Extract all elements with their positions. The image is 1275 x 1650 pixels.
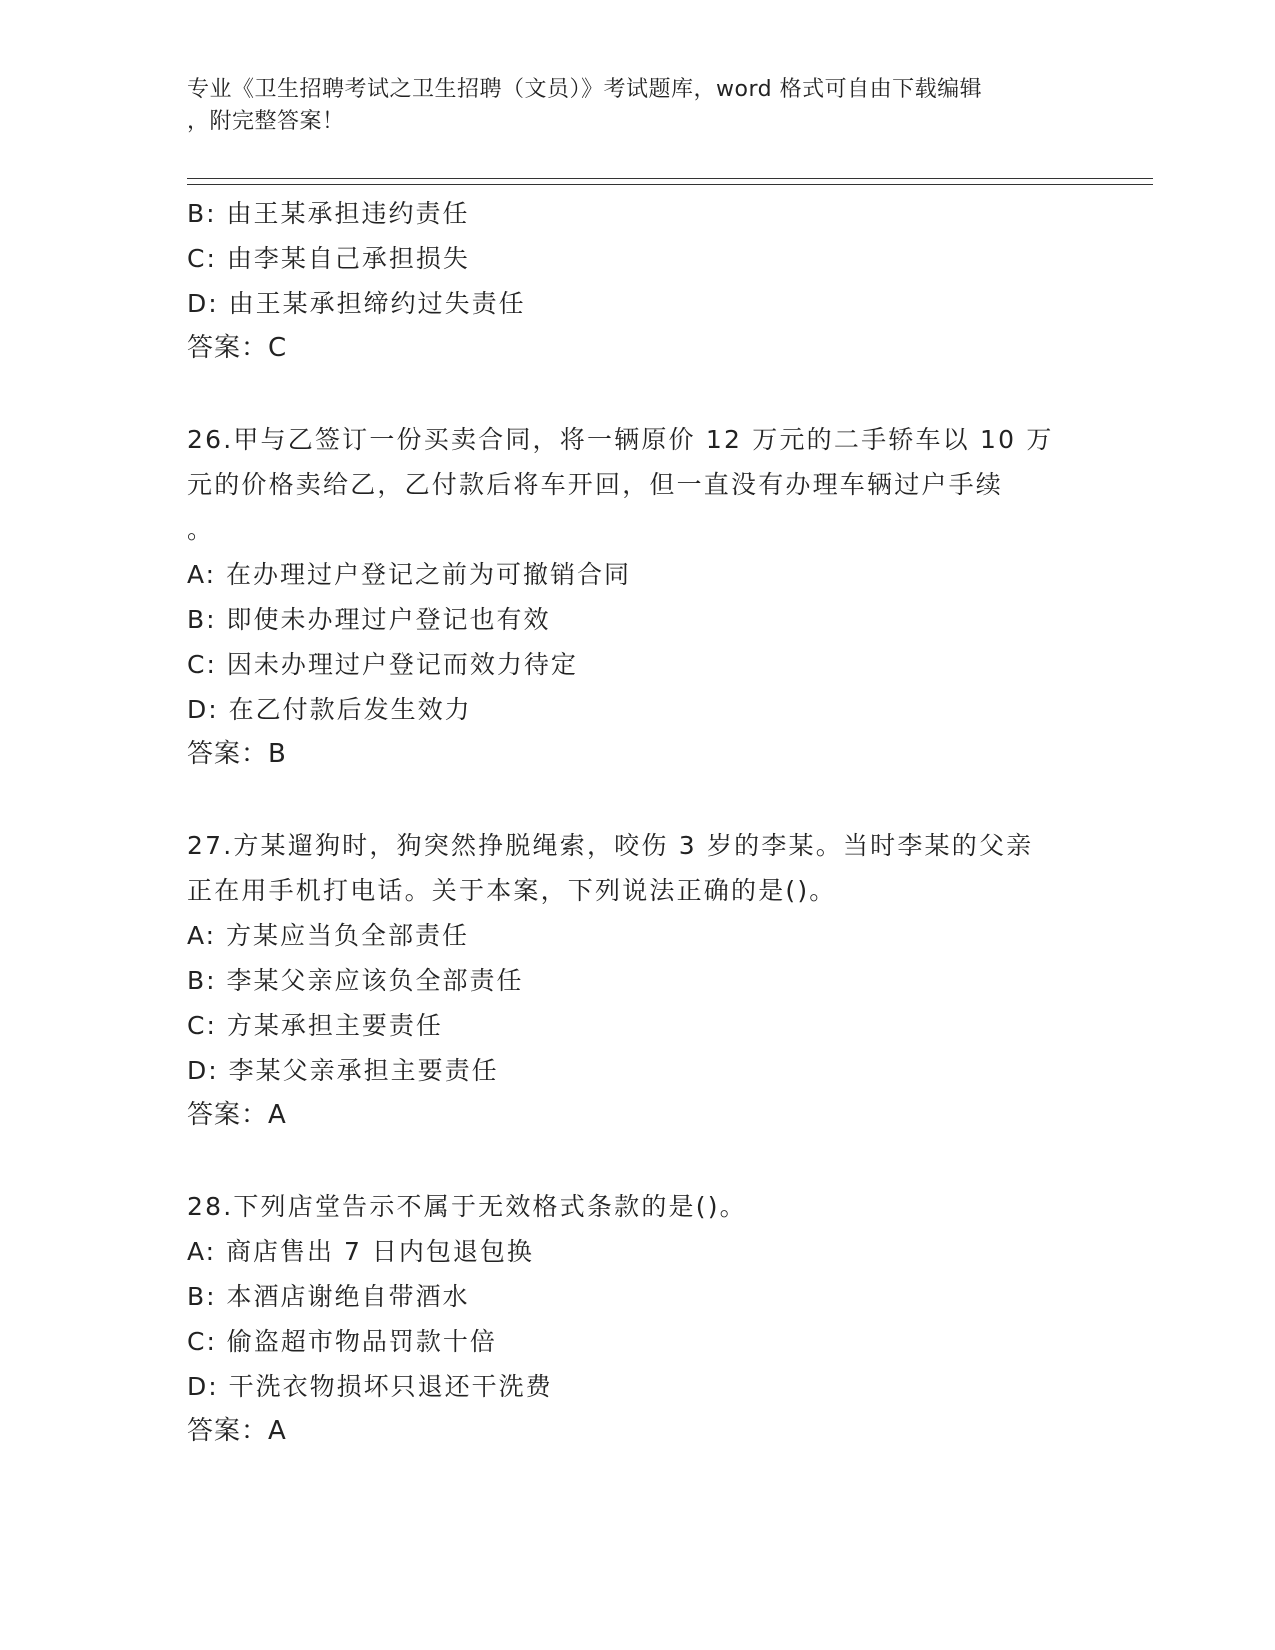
question-26 bbox=[187, 417, 1087, 777]
option-a: A: 在办理过户登记之前为可撤销合同 bbox=[187, 560, 632, 589]
option-a: A: 方某应当负全部责任 bbox=[187, 921, 470, 950]
answer-line: 答案：A bbox=[187, 1416, 287, 1446]
question-list bbox=[187, 191, 1087, 1454]
option-d: D: 由王某承担缔约过失责任 bbox=[187, 289, 526, 318]
question-text-line: 元的价格卖给乙，乙付款后将车开回，但一直没有办理车辆过户手续 bbox=[187, 470, 1004, 499]
header-divider-top bbox=[187, 178, 1153, 179]
answer-line: 答案：A bbox=[187, 1100, 287, 1130]
question-27 bbox=[187, 823, 1087, 1138]
header-line-2: ，附完整答案！ bbox=[187, 109, 345, 134]
option-a: A: 商店售出 7 日内包退包换 bbox=[187, 1237, 534, 1266]
question-text-line: 26.甲与乙签订一份买卖合同，将一辆原价 12 万元的二手轿车以 10 万 bbox=[187, 425, 1054, 454]
option-c: C: 方某承担主要责任 bbox=[187, 1011, 443, 1040]
option-b: B: 即使未办理过户登记也有效 bbox=[187, 605, 551, 634]
question-text-line: 28.下列店堂告示不属于无效格式条款的是()。 bbox=[187, 1192, 747, 1221]
spacer bbox=[187, 1138, 1087, 1184]
option-b: B: 本酒店谢绝自带酒水 bbox=[187, 1282, 470, 1311]
option-c: C: 由李某自己承担损失 bbox=[187, 244, 470, 273]
header-line-1: 专业《卫生招聘考试之卫生招聘（文员）》考试题库，word 格式可自由下载编辑 bbox=[187, 77, 983, 102]
question-25-tail bbox=[187, 191, 1087, 371]
document-header bbox=[187, 74, 1087, 138]
spacer bbox=[187, 777, 1087, 823]
answer-line: 答案：B bbox=[187, 739, 287, 769]
header-divider-bottom bbox=[187, 184, 1153, 185]
option-b: B: 由王某承担违约责任 bbox=[187, 199, 470, 228]
question-text-line: 27.方某遛狗时，狗突然挣脱绳索，咬伤 3 岁的李某。当时李某的父亲 bbox=[187, 831, 1034, 860]
option-d: D: 李某父亲承担主要责任 bbox=[187, 1056, 499, 1085]
option-d: D: 在乙付款后发生效力 bbox=[187, 695, 472, 724]
question-28 bbox=[187, 1184, 1087, 1454]
option-c: C: 因未办理过户登记而效力待定 bbox=[187, 650, 578, 679]
spacer bbox=[187, 371, 1087, 417]
option-c: C: 偷盗超市物品罚款十倍 bbox=[187, 1327, 497, 1356]
question-text-line: 正在用手机打电话。关于本案，下列说法正确的是()。 bbox=[187, 876, 837, 905]
option-b: B: 李某父亲应该负全部责任 bbox=[187, 966, 524, 995]
question-text-line: 。 bbox=[187, 515, 215, 544]
answer-line: 答案：C bbox=[187, 333, 288, 363]
option-d: D: 干洗衣物损坏只退还干洗费 bbox=[187, 1372, 553, 1401]
